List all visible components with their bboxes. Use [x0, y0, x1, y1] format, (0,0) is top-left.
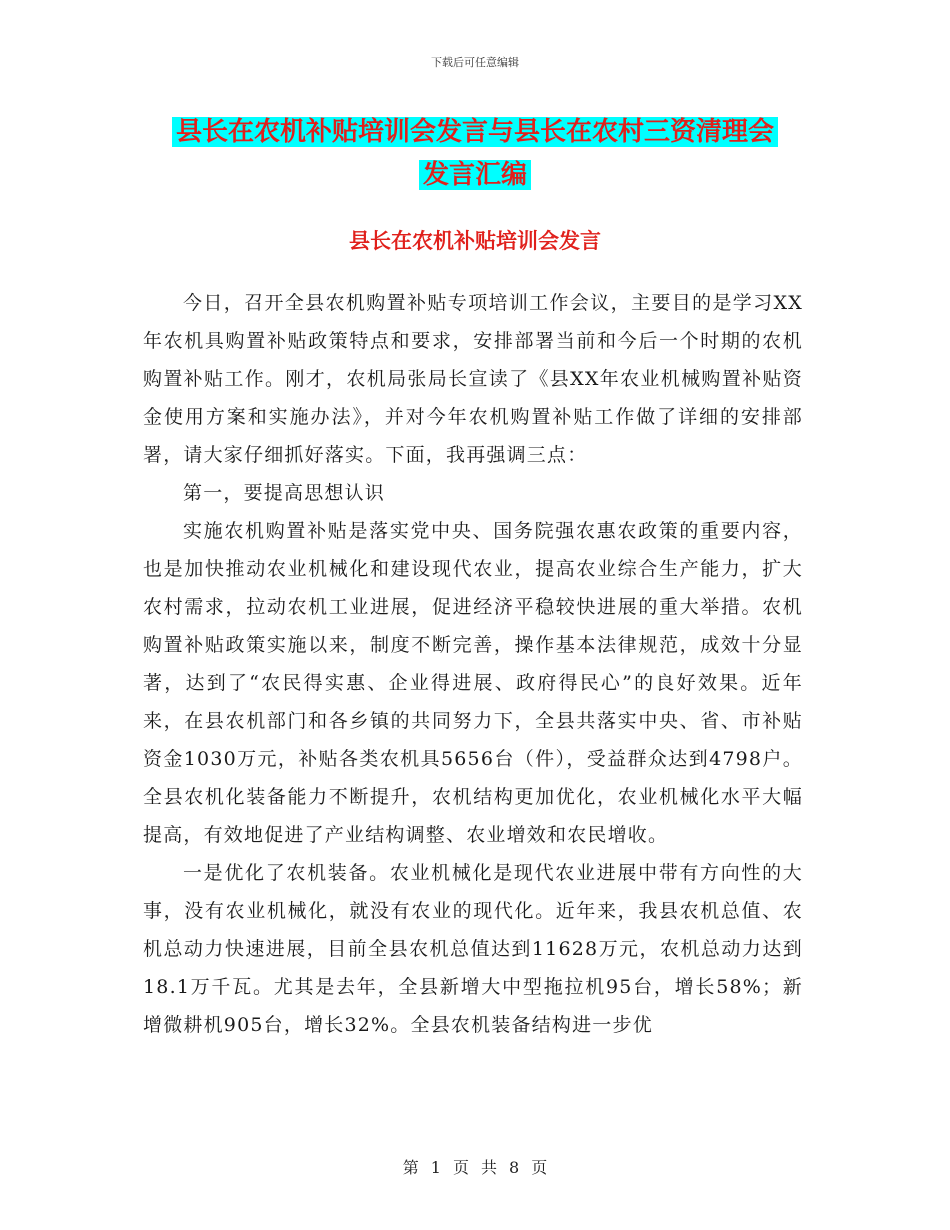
footer-page-word: 页 — [452, 1158, 469, 1177]
footer-total-word: 共 — [481, 1158, 498, 1177]
document-title-line-2 — [0, 160, 950, 190]
paragraph-equipment-optimization: 一是优化了农机装备。农业机械化是现代农业进展中带有方向性的大事，没有农业机械化，就没有农业的现代化。近年来，我县农机总值、农机总动力快速进展，目前全县农机总值达到11628万元，农机总动力达到18.1万千瓦。尤其是去年，全县新增大中型拖拉机95台，增长58%；新增微耕机905台，增长32%。全县农机装备结构进一步优 — [143, 862, 803, 1036]
header-note: 下载后可任意编辑 — [431, 56, 519, 69]
paragraph-intro: 今日，召开全县农机购置补贴专项培训工作会议，主要目的是学习XX年农机具购置补贴政策特点和要求，安排部署当前和今后一个时期的农机购置补贴工作。刚才，农机局张局长宣读了《县XX年农业机械购置补贴资金使用方案和实施办法》，并对今年农机购置补贴工作做了详细的安排部署，请大家仔细抓好落实。下面，我再强调三点： — [143, 292, 803, 466]
footer-suffix: 页 — [531, 1158, 548, 1177]
page-footer — [0, 1155, 950, 1178]
paragraph-subsidy-significance: 实施农机购置补贴是落实党中央、国务院强农惠农政策的重要内容，也是加快推动农业机械化和建设现代农业，提高农业综合生产能力，扩大农村需求，拉动农机工业进展，促进经济平稳较快进展的重大举措。农机购置补贴政策实施以来，制度不断完善，操作基本法律规范，成效十分显著，达到了“农民得实惠、企业得进展、政府得民心”的良好效果。近年来，在县农机部门和各乡镇的共同努力下，全县共落实中央、省、市补贴资金1030万元，补贴各类农机具5656台（件），受益群众达到4798户。全县农机化装备能力不断提升，农机结构更加优化，农业机械化水平大幅提高，有效地促进了产业结构调整、农业增效和农民增收。 — [143, 520, 803, 846]
footer-page-number: 1 — [430, 1158, 441, 1177]
document-body — [143, 284, 803, 1044]
paragraph-point-one-heading: 第一，要提高思想认识 — [183, 482, 386, 504]
document-title-line-1 — [0, 117, 950, 147]
footer-prefix: 第 — [402, 1158, 419, 1177]
document-title-text-1: 县长在农机补贴培训会发言与县长在农村三资清理会 — [172, 117, 778, 147]
section-title: 县长在农机补贴培训会发言 — [349, 229, 601, 253]
footer-total-pages: 8 — [509, 1158, 520, 1177]
document-title-text-2: 发言汇编 — [419, 160, 531, 190]
